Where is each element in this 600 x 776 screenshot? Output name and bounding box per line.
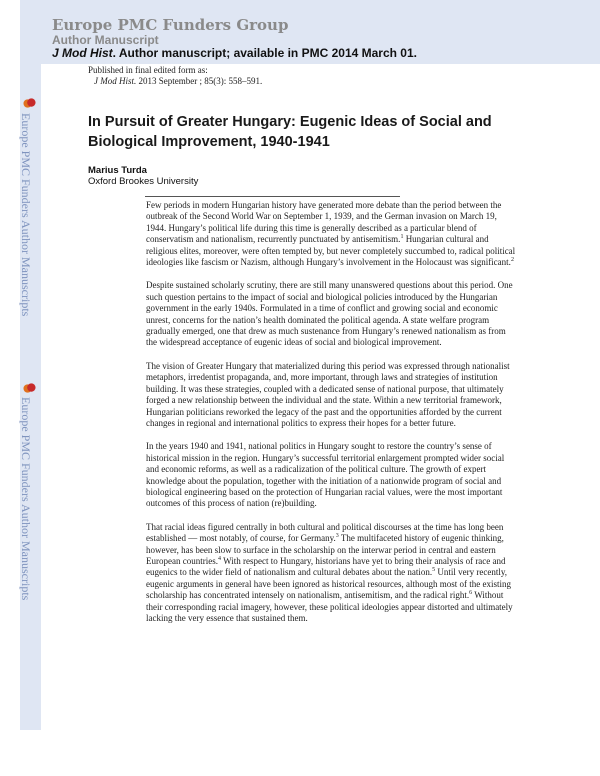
author-affiliation: Oxford Brookes University — [88, 176, 199, 187]
divider — [145, 196, 400, 197]
footnote-ref[interactable]: 4 — [217, 555, 221, 562]
manuscript-status: Author Manuscript — [52, 33, 159, 47]
footnote-ref[interactable]: 1 — [400, 234, 404, 241]
footnote-ref[interactable]: 5 — [432, 567, 436, 574]
journal-abbrev: J Mod Hist — [52, 46, 113, 60]
paragraph-1: Few periods in modern Hungarian history have generated more debate than the period between the outbreak of the Second World War on September 1, 1939, and the German invasion on March 19, 1944. Hungary’s political life during this time is generally described as a particular blend of conservatism and nationalism, recurrently punctuated by antisemitism.$^1$ Hungarian cultural and religious elites, moreover, were often tempted by, but never completely succumbed to, radical political ideologies like fascism or Nazism, although Hungary’s involvement in the Holocaust was significant.$^2$ — [146, 200, 516, 268]
manuscript-page: Europe PMC Funders Group Author Manuscript J Mod Hist. Author manuscript; available in PMC 2014 March 01. Europe PMC Funders Author Manuscripts Europe PMC Funders Author Manuscripts Published in final edited form as: J Mod Hist. 2013 September ; 85(3): 558–591. In Pursuit of Greater Hungary: Eugenic Ideas of Social and Biological Improvement, 1940-1941 Marius Turda Oxford Brookes University Few periods in modern Hungarian history have generated more debate than the period between the outbreak of the Second World War on September 1, 1939, and the German invasion on March 19, 1944. Hungary’s political life during this time is generally described as a particular blend of conservatism and nationalism, recurrently punctuated by antisemitism.$^1$ Hungarian cultural and religious elites, moreover, were often tempted by, but never completely succumbed to, radical political ideologies like fascism or Nazism, although Hungary’s involvement in the Holocaust was significant.$^2$ Despite sustained scholarly scrutiny, there are still many unanswered questions about this period. One such question pertains to the impact of social and biological policies introduced by the Hungarian government in the early 1940s. Formulated in a time of conflict and growing social and economic unrest, concerns for the nation’s health dominated the political agenda. A state welfare program gradually emerged, one that drew as much sustenance from Hungary’s renewed nationalism as from the widespread acceptance of eugenic ideas of social and biological improvement. The vision of Greater Hungary that materialized during this period was expressed through nationalist metaphors, irredentist propaganda, and, more important, through laws and strategies of institution building. It was these strategies, coupled with a dedicated sense of national purpose, that ultimately forged a new relationship between the individual and the state. Within a new territorial framework, Hungarian politicians reworked the legacy of the past and the opportunities afforded by the current changes in regional and international politics to express their hopes for a better future. In the years 1940 and 1941, national politics in Hungary sought to restore the country’s sense of historical mission in the region. Hungary’s successful territorial enlargement prompted wider social and economic reforms, as well as a radicalization of the political culture. The growth of expert knowledge about the population, together with the initiation of a nationwide program of social and biological engineering based on the protection of Hungarian racial values, were the most important outcomes of this process of nation (re)building. That racial ideas figured centrally in both cultural and political discourses at the time has long been established — most notably, of course, for Germany.$^3$ The multifaceted history of eugenic thinking, however, has been slow to surface in the scholarship on the interwar period in central and eastern European countries.$^4$ With respect to Hungary, historians have yet to bring their analysis of race and eugenics to the wider field of nationalism and cultural debates about the nation.$^5$ Until very recently, eugenic arguments in general have been ignored as historical resources, although most of the existing scholarship has concentrated intensely on nationalism, antisemitism, and the radical right.$^6$ Without their corresponding racial imagery, however, these political ideologies appear distorted and ultimately lacking the very essence that sustained them. — [0, 0, 600, 776]
citation-details: 2013 September ; 85(3): 558–591. — [136, 76, 263, 86]
paragraph-3: The vision of Greater Hungary that materialized during this period was expressed through nationalist metaphors, irredentist propaganda, and, more important, through laws and strategies of institution building. It was these strategies, coupled with a dedicated sense of national purpose, that ultimately forged a new relationship between the individual and the state. Within a new territorial framework, Hungarian politicians reworked the legacy of the past and the opportunities afforded by the current changes in regional and international politics to express their hopes for a better future. — [146, 360, 510, 428]
europe-pmc-logo-icon — [23, 382, 36, 395]
footnote-ref[interactable]: 3 — [335, 533, 339, 540]
publication-note — [88, 65, 262, 87]
author-name: Marius Turda — [88, 165, 147, 176]
funders-group-title: Europe PMC Funders Group — [52, 16, 289, 34]
publication-note-label: Published in final edited form as: — [88, 65, 208, 75]
footnote-ref[interactable]: 6 — [469, 590, 473, 597]
paragraph-5: That racial ideas figured centrally in both cultural and political discourses at the time has long been established — most notably, of course, for Germany.$^3$ The multifaceted history of eugenic thinking, however, has been slow to surface in the scholarship on the interwar period in central and eastern European countries.$^4$ With respect to Hungary, historians have yet to bring their analysis of race and eugenics to the wider field of nationalism and cultural debates about the nation.$^5$ Until very recently, eugenic arguments in general have been ignored as historical resources, although most of the existing scholarship has concentrated intensely on nationalism, antisemitism, and the radical right.$^6$ Without their corresponding racial imagery, however, these political ideologies appear distorted and ultimately lacking the very essence that sustained them. — [146, 521, 513, 623]
citation-journal: J Mod Hist. — [94, 76, 137, 86]
paragraph-2: Despite sustained scholarly scrutiny, there are still many unanswered questions about this period. One such question pertains to the impact of social and biological policies introduced by the Hungarian government in the early 1940s. Formulated in a time of conflict and growing social and economic unrest, concerns for the nation’s health dominated the political agenda. A state welfare program gradually emerged, one that drew as much sustenance from Hungary’s renewed nationalism as from the widespread acceptance of eugenic ideas of social and biological improvement. — [146, 280, 513, 348]
europe-pmc-logo-icon — [23, 97, 36, 110]
article-title: In Pursuit of Greater Hungary: Eugenic Ideas of Social and Biological Improvement, 1940-1941 — [88, 114, 492, 150]
availability-text: . Author manuscript; available in PMC 2014 March 01. — [112, 46, 417, 60]
paragraph-4: In the years 1940 and 1941, national politics in Hungary sought to restore the country’s sense of historical mission in the region. Hungary’s successful territorial enlargement prompted wider social and economic reforms, as well as a radicalization of the political culture. The growth of expert knowledge about the population, together with the initiation of a nationwide program of social and biological engineering based on the protection of Hungarian racial values, were the most important outcomes of this process of nation (re)building. — [146, 441, 505, 509]
publication-citation — [88, 76, 262, 87]
article-body — [146, 200, 518, 636]
footnote-ref[interactable]: 2 — [510, 257, 514, 264]
availability-line — [52, 46, 417, 60]
